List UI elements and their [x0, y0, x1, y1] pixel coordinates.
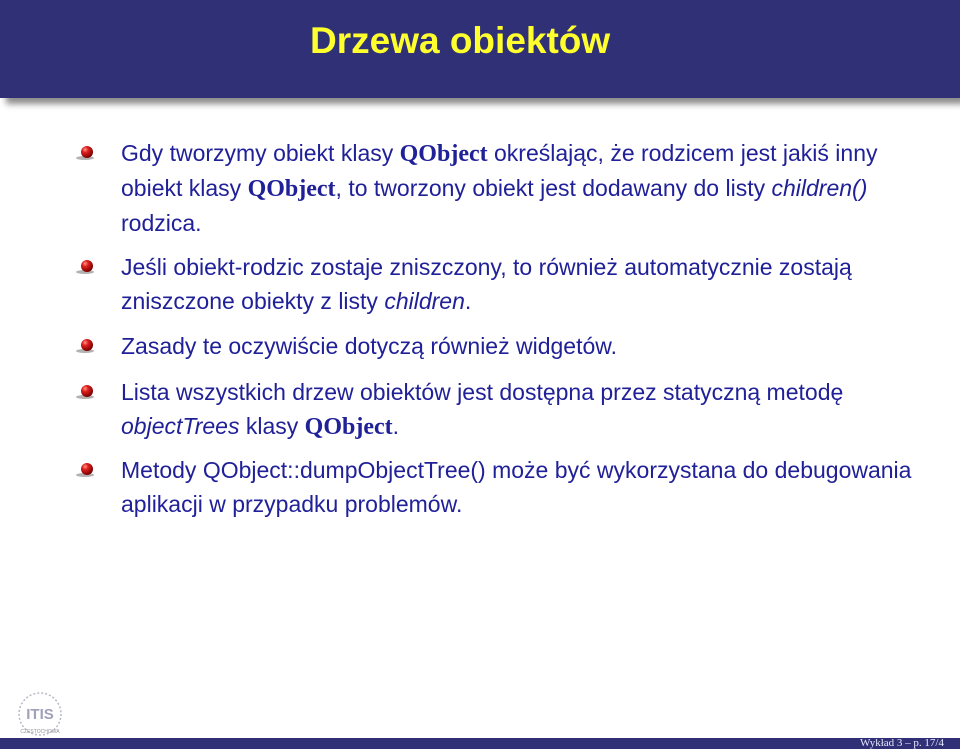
bullet-ball-icon [73, 385, 95, 399]
class-name: QObject [399, 141, 488, 167]
bullet-ball-icon [73, 146, 95, 160]
itis-logo-icon [10, 690, 70, 738]
bullet-text: Jeśli obiekt-rodzic zostaje zniszczony, to również automatycznie zostają zniszczone obiekty z listy children. [121, 254, 852, 314]
class-name: QObject [247, 176, 336, 202]
svg-text:ITIS: ITIS [26, 706, 54, 723]
bullet-text: Zasady te oczywiście dotyczą również widgetów. [121, 333, 617, 359]
bullet-ball-icon [73, 463, 95, 477]
bullet-ball-icon [73, 339, 95, 353]
page-number: Wykład 3 – p. 17/4 [860, 737, 944, 749]
title-bar [0, 0, 960, 98]
bullet-text: Metody QObject::dumpObjectTree() może być wykorzystana do debugowania aplikacji w przypadku problemów. [121, 457, 912, 517]
slide-title: Drzewa obiektów [310, 20, 611, 61]
emphasis: objectTrees [121, 413, 240, 439]
svg-text:CZESTOCHOWA: CZESTOCHOWA [20, 729, 60, 735]
bullet-text: Gdy tworzymy obiekt klasy QObject określając, że rodzicem jest jakiś inny obiekt klasy QObject, to tworzony obiekt jest dodawany do listy children() rodzica. [121, 140, 878, 236]
class-name: QObject [304, 414, 393, 440]
bullet-ball-icon [73, 260, 95, 274]
emphasis: children() [771, 175, 868, 201]
bullet-text: Lista wszystkich drzew obiektów jest dostępna przez statyczną metodę objectTrees klasy QObject. [121, 379, 844, 440]
emphasis: children [384, 288, 465, 314]
footer-bar [0, 738, 960, 749]
